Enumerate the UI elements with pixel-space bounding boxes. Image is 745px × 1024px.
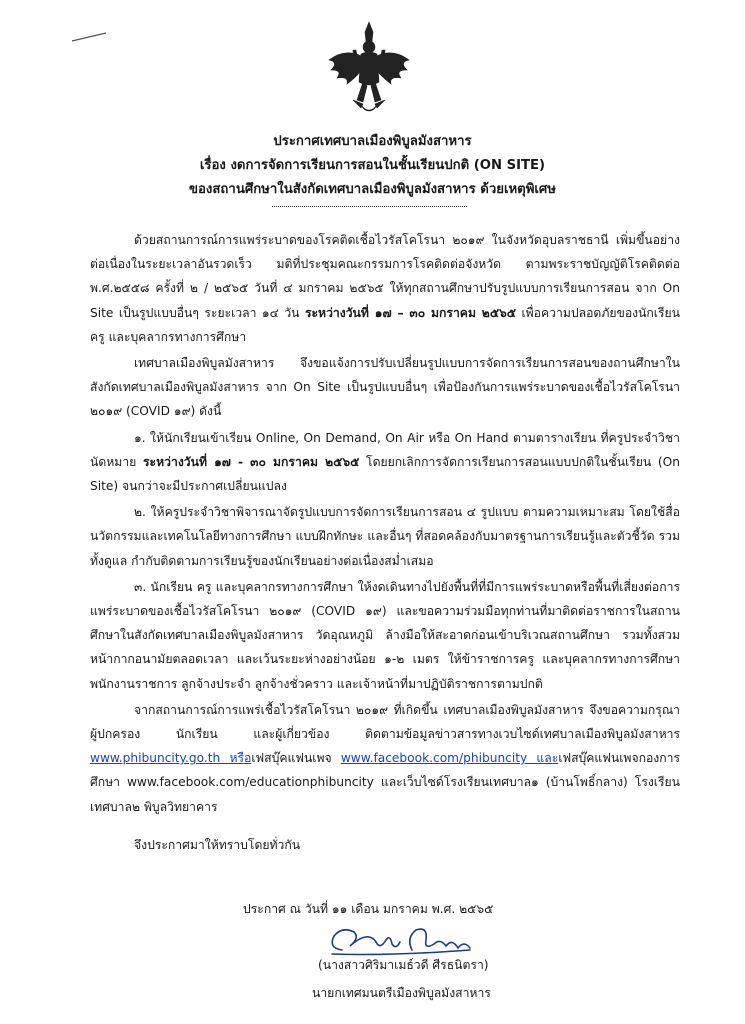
paragraph-situation-text: ด้วยสถานการณ์การแพร่ระบาดของโรคติดเชื้อไวรัสโคโรนา ๒๐๑๙ ในจังหวัดอุบลราชธานี เพิ่มขึ้นอย่างต่อเนื่องในระยะเวลาอันรวดเร็ว มติที่ประชุมคณะกรรมการโรคติดต่อจังหวัด ตามพระราชบัญญัติโรคติดต่อ พ.ศ.๒๕๕๘ ครั้งที่ ๒ / ๒๕๖๕ วันที่ ๔ มกราคม ๒๕๖๕ ให้ทุกสถานศึกษาปรับรูปแบบการเรียนการสอน จาก On Site เป็นรูปแบบอื่นๆ ระยะเวลา ๑๔ วัน	[90, 233, 680, 320]
garuda-emblem-icon	[323, 20, 415, 120]
handwritten-signature	[320, 920, 500, 960]
announcement-scope: ของสถานศึกษาในสังกัดเทศบาลเมืองพิบูลมังสาหาร ด้วยเหตุพิเศษ	[189, 182, 556, 197]
paragraph-situation	[90, 228, 680, 349]
paragraph-situation-dates: ระหว่างวันที่ ๑๗ – ๓๐ มกราคม ๒๕๖๕	[304, 305, 517, 320]
facebook-fanpage-link[interactable]: www.facebook.com/phibuncity และ	[340, 751, 559, 766]
paragraph-follow-news	[90, 698, 680, 819]
announcement-issuer: ประกาศเทศบาลเมืองพิบูลมังสาหาร	[273, 134, 472, 149]
announcement-subject: เรื่อง งดการจัดการเรียนการสอนในชั้นเรียนปกติ (ON SITE)	[199, 158, 546, 173]
announcement-date: ประกาศ ณ วันที่ ๑๑ เดือน มกราคม พ.ศ. ๒๕๖๕	[243, 902, 494, 916]
municipality-website-link[interactable]: www.phibuncity.go.th หรือ	[90, 751, 252, 766]
item-1-cancel: โดยยกเลิกการจัดการเรียนการสอนแบบปกติในชั้นเรียน (On Site) จนกว่าจะมีประกาศเปลี่ยนแปลง	[90, 454, 680, 494]
announcement-body	[90, 228, 680, 859]
paragraph-item-2: ๒. ให้ครูประจำวิชาพิจารณาจัดรูปแบบการจัดการเรียนการสอน ๔ รูปแบบ ตามความเหมาะสม โดยใช้สื่อนวัตกรรมและเทคโนโลยีทางการศึกษา แบบฝึกทักษะ และอื่นๆ ที่สอดคล้องกับมาตรฐานการเรียนรู้และตัวชี้วัด รวมทั้งดูแล กำกับติดตามการเรียนรู้ของนักเรียนอย่างต่อเนื่องสม่ำเสมอ	[90, 505, 680, 568]
education-fanpage-text: เฟสบุ๊คแฟนเพจกองการศึกษา www.facebook.com/educationphibuncity และเว็บไซด์โรงเรียนเทศบาล๑ (บ้านโพธิ์กลาง) โรงเรียนเทศบาล๒ พิบูลวิทยาคาร	[90, 751, 681, 814]
paragraph-closing: จึงประกาศมาให้ทราบโดยทั่วกัน	[134, 837, 301, 852]
header-divider	[272, 206, 467, 207]
paragraph-item-1	[90, 426, 680, 499]
announcement-header	[0, 130, 745, 202]
paragraph-situation-purpose: เพื่อความปลอดภัยของนักเรียน ครู และบุคลากรทางการศึกษา	[90, 305, 680, 344]
pen-stroke-mark	[70, 30, 110, 44]
signer-title: นายกเทศมนตรีเมืองพิบูลมังสาหาร	[312, 986, 491, 1000]
follow-news-text: จากสถานการณ์การแพร่เชื้อไวรัสโคโรนา ๒๐๑๙ ที่เกิดขึ้น เทศบาลเมืองพิบูลมังสาหาร จึงขอความกรุณาผู้ปกครอง นักเรียน และผู้เกี่ยวข้อง ติดตามข้อมูลข่าวสารทางเวบไซด์เทศบาลเมืองพิบูลมังสาหาร	[90, 702, 680, 742]
signer-name: (นางสาวศิริมาเมธ์วดี ศีรธนิตรา)	[318, 958, 489, 972]
paragraph-notice: เทศบาลเมืองพิบูลมังสาหาร จึงขอแจ้งการปรับเปลี่ยนรูปแบบการจัดการเรียนการสอนของถานศึกษาในสังกัดเทศบาลเมืองพิบูลมังสาหาร จาก On Site เป็นรูปแบบอื่นๆ เพื่อป้องกันการแพร่ระบาดของเชื้อไวรัสโคโรนา ๒๐๑๙ (COVID ๑๙) ดังนี้	[90, 356, 680, 419]
item-1-dates: ระหว่างวันที่ ๑๗ - ๓๐ มกราคม ๒๕๖๕	[143, 454, 360, 469]
item-1-text: ๑. ให้นักเรียนเข้าเรียน Online, On Demand, On Air หรือ On Hand ตามตารางเรียน ที่ครูประจำวิชานัดหมาย	[90, 430, 680, 469]
fanpage-label: เฟสบุ๊คแฟนเพจ	[251, 751, 341, 766]
paragraph-item-3: ๓. นักเรียน ครู และบุคลากรทางการศึกษา ให้งดเดินทางไปยังพื้นที่ที่มีการแพร่ระบาดหรือพื้นที่เสี่ยงต่อการแพร่ระบาดของเชื้อไวรัสโคโรนา ๒๐๑๙ (COVID ๑๙) และขอความร่วมมือทุกท่านที่มาติดต่อราชการในสถานศึกษาในสังกัดเทศบาลเมืองพิบูลมังสาหาร วัดอุณหภูมิ ล้างมือให้สะอาดก่อนเข้าบริเวณสถานศึกษา รวมทั้งสวมหน้ากากอนามัยตลอดเวลา และเว้นระยะห่างอย่างน้อย ๑-๒ เมตร ให้ข้าราชการครู และบุคลากรทางการศึกษา พนักงานราชการ ลูกจ้างประจำ ลูกจ้างชั่วคราว และเจ้าหน้าที่มาปฏิบัติราชการตามปกติ	[90, 579, 680, 691]
